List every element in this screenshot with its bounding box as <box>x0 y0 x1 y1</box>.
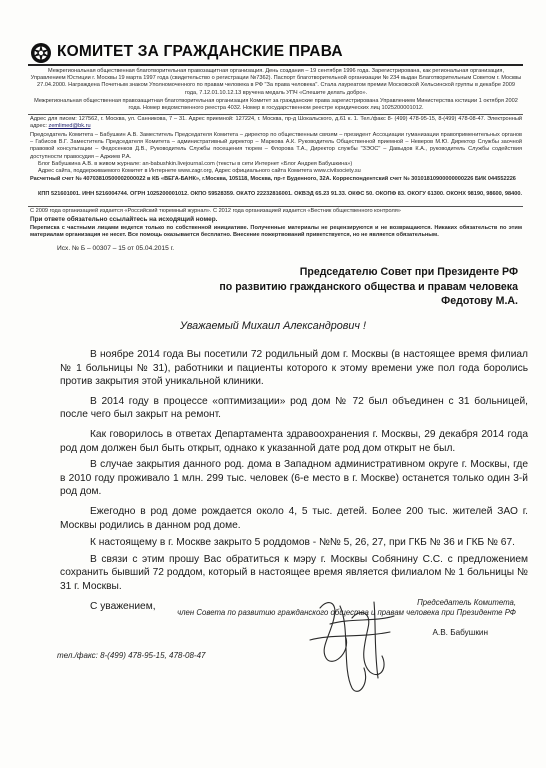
signatory-name: А.В. Бабушкин <box>432 628 488 637</box>
addressee-line-1: Председателю Совет при Президенте РФ <box>299 266 518 278</box>
handwritten-signature <box>290 588 410 704</box>
outgoing-number: Исх. № Б – 00307 – 15 от 05.04.2015 г. <box>57 245 175 252</box>
letterhead-blog: Блог Бабушкина А.В. в живом журнале: an-babushkin.livejournal.com (тексты в сети Интернет «Блог Андрея Бабушкина») <box>38 161 353 167</box>
organization-logo-icon <box>30 42 52 64</box>
letterhead-note-private: Переписка с частными лицами ведется только по собственной инициативе. Полученные материалы не рецензируются и не возвращаются. Никаких обязательств по этим материалам организация не несет. Все помощь оказывается бесплатно. Внесение пожертвований приветствуется, но не является обязательным. <box>30 225 522 239</box>
letterhead-divider-thin-2 <box>28 206 523 207</box>
paragraph-5: Ежегодно в род доме рождается около 4, 5 тыс. детей. Более 200 тыс. жителей ЗАО г. Москвы родились в данном род доме. <box>60 505 528 531</box>
addressee-line-2: по развитию гражданского общества и правам человека <box>219 280 518 293</box>
letterhead-intro-1: Межрегиональная общественная благотворительная правозащитная организация. День создания – 19 сентября 1996 года. Зарегистрирована, как региональная организация, Управлением Юстиции г. Москвы 19 марта 1997 года (свидетельство о регистрации №7362). Паспорт благотворительной организации № 234 выдан Благотворительным Советом г. Москвы 27.04.2000. Награждена Почетным знаком Уполномоченного по правам человека в РФ "За права человека". Стала лауреатом премии Московской Хельсинской группы в декабре 2009 года, 7.12.01.10.12.13 вручена медаль УПЧ «Спешите делать добро». <box>30 68 522 96</box>
paragraph-4: В случае закрытия данного род. дома в Западном административном округе г. Москвы, где в 2010 году проживало 1 млн. 299 тыс. человек (6-е место в г. Москве) останется только один 3-й род дом. <box>60 459 528 498</box>
letterhead-divider-thin <box>28 114 523 115</box>
letterhead-addresses <box>30 116 522 130</box>
addressee-line-3: Федотову М.А. <box>441 295 518 307</box>
letterhead-title-row <box>30 42 343 64</box>
letterhead-bank: Расчетный счет № 40703810500002000022 в КБ «ВЕГА-БАНК», г.Москва, 105118, Москва, пр-т Буденного, 32А. Корреспондентский счет № 30101810900000000226 БИК 044552226 <box>30 176 516 182</box>
letterhead-title: КОМИТЕТ ЗА ГРАЖДАНСКИЕ ПРАВА <box>57 43 343 60</box>
paragraph-3: Как говорилось в ответах Департамента здравоохранения г. Москвы, 29 декабря 2014 года род дом должен был быть открыт, однако к указанной дате род дом открыт не был. <box>60 428 528 454</box>
letterhead-divider <box>28 64 523 66</box>
letter-body <box>60 348 528 613</box>
paragraph-7: В связи с этим прошу Вас обратиться к мэру г. Москвы Собянину С.С. с предложением сохранить бывший 72 роддом, который в настоящее время является филиалом № 1 больницы № 31 г. Москвы. <box>60 553 528 592</box>
paragraph-2: В 2014 году в процессе «оптимизации» род дом № 72 был объединен с 31 больницей, после чего был закрыт на ремонт. <box>60 395 528 421</box>
paragraph-6: К настоящему в г. Москве закрыто 5 роддомов - №№ 5, 26, 27, при ГКБ № 36 и ГКБ № 67. <box>90 537 515 549</box>
letterhead-sites: Адрес сайта, поддерживаемого Комитет в Интернете www.zagr.org, Адрес официального сайта Комитета www.civilsociety.su <box>38 168 361 174</box>
signature-title-line-1: Председатель Комитета, <box>417 598 516 607</box>
footer-phone: тел./факс: 8-(499) 478-95-15, 478-08-47 <box>57 651 206 660</box>
greeting: Уважаемый Михаил Александрович ! <box>180 320 366 332</box>
closing: С уважением, <box>90 600 156 612</box>
letterhead-staff: Председатель Комитета – Бабушкин А.В. Заместитель Председателя Комитета – директор по общественным связям – президент Ассоциации гуманизации правоприменительных органов – Габисов В.Г. Заместитель Председателя Комитета – административный директор – Маркова А.К. Руководитель Общественной приемной – Неверов М.Ю. Директор Службы заочной правовой консультации – Федосенков Д.В., Руководитель Службы посещения тюрем – Флорова Т.А., Директор службы "ЗЭОС" – Давыдов К.А., руководитель Службы содействия доступности правосудия – Аджиев Р.А. <box>30 132 522 160</box>
email-link[interactable]: zemlimed@bk.ru <box>48 123 91 130</box>
letterhead-note-ref: При ответе обязательно ссылайтесь на исходящий номер. <box>30 216 218 223</box>
letterhead-newspapers: С 2009 года организацией издается «Российский тюремный журнал». С 2012 года организацией издается «Вестник общественного контроля» <box>30 208 401 214</box>
addressee-block <box>158 265 518 309</box>
paragraph-1: В ноябре 2014 года Вы посетили 72 родильный дом г. Москвы (в настоящее время филиал № 1 больницы № 31), работники и пациенты которого к этому времени уже пол года боролись против закрытия этой уникальной клиники. <box>60 349 528 388</box>
signature-title-line-2: член Совета по развитию гражданского общества и правам человека при Президенте РФ <box>177 608 516 617</box>
addresses-text: Адрес для писем: 127562, г. Москва, ул. Санникова, 7 – 31. Адрес приемной: 127224, г. Москва, пр-д Шокальского, д.61 к. 1. Тел./факс 8- (499) 478-95-15, 8-(499) 478-08-47. Электронный адрес: <box>30 116 522 130</box>
letterhead-codes: КПП 521601001. ИНН 5216004744. ОГРН 1025200001012. ОКПО 59528359. ОКАТО 22232816001. ОКВЭД 65.23 91.33. ОКФС 50. ОКОПФ 83. ОКОГУ 61300. ОКОНХ 98190, 98600, 98400. <box>38 191 522 197</box>
letterhead-intro-2: Межрегиональная общественная правозащитная благотворительная организация Комитет за гражданские права зарегистрирована Управлением Министерства юстиции 1 октября 2002 года. Номер ведомственного реестра 4032. Номер в государственном реестре юридических лиц 1025200001012. <box>34 98 518 112</box>
